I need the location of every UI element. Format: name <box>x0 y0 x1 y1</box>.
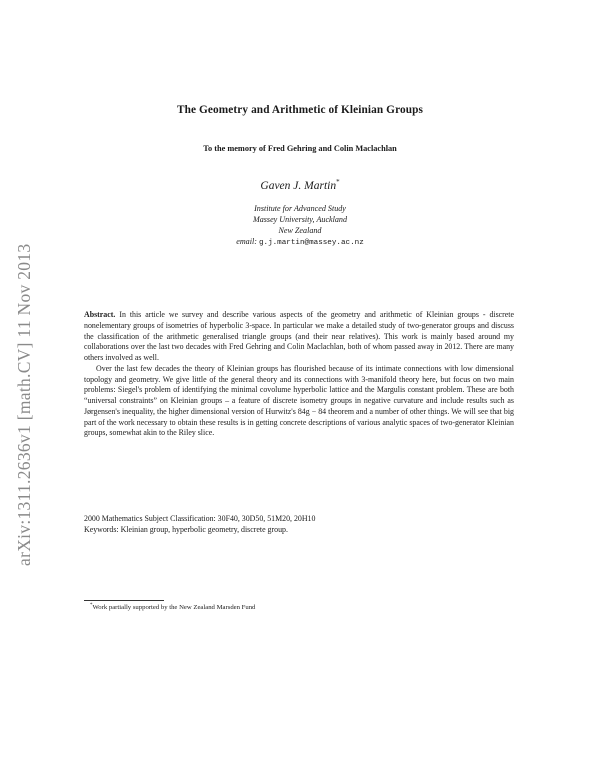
author-footnote-mark: * <box>336 178 340 186</box>
footnote-text: Work partially supported by the New Zealand Marsden Fund <box>92 604 256 612</box>
abstract-paragraph-1 <box>84 310 514 364</box>
classification-block <box>84 514 514 536</box>
footnote <box>90 603 510 611</box>
arxiv-identifier: arXiv:1311.2636v1 [math.CV] 11 Nov 2013 <box>14 243 34 566</box>
email-address[interactable]: g.j.martin@massey.ac.nz <box>258 239 364 247</box>
abstract <box>84 310 514 439</box>
email-line <box>0 237 600 247</box>
author-name: Gaven J. Martin <box>260 179 337 192</box>
affiliation-line-1: Institute for Advanced Study <box>254 204 346 213</box>
affiliation-line-2: Massey University, Auckland <box>252 215 348 224</box>
abstract-paragraph-2: Over the last few decades the theory of Kleinian groups has flourished because of its intimate connections with low dimensional topology and geometry. We give little of the general theory and its connections with 3-manifold theory here, but focus on two main problems: Siegel's problem of identifying the minimal covolume hyperbolic lattice and the Margulis constant problem. These are both “universal constraints” on Kleinian groups – a feature of discrete isometry groups in negative curvature and include results such as Jørgensen's inequality, the higher dimensional version of Hurwitz's 84g − 84 theorem and a number of other things. We will see that big part of the work necessary to obtain these results is in getting concrete descriptions of various analytic spaces of two-generator Kleinian groups, somewhat akin to the Riley slice. <box>84 363 514 438</box>
abstract-label: Abstract. <box>84 310 116 319</box>
footnote-mark: * <box>90 603 93 608</box>
dedication: To the memory of Fred Gehring and Colin Maclachlan <box>203 144 397 153</box>
author-line <box>0 178 600 192</box>
paper-title: The Geometry and Arithmetic of Kleinian Groups <box>176 104 423 116</box>
msc-classification: 2000 Mathematics Subject Classification: 30F40, 30D50, 51M20, 20H10 <box>84 514 316 523</box>
abstract-text-1: In this article we survey and describe various aspects of the geometry and arithmetic of Kleinian groups - discrete nonelementary groups of isometries of hyperbolic 3-space. In particular we make a detailed study of two-generator groups and discuss the classification of the arithmetic generalised triangle groups (and their near relatives). This work is mainly based around my collaborations over the last two decades with Fred Gehring and Colin Maclachlan, both of whom passed away in 2012. There are many others involved as well. <box>84 310 514 362</box>
email-label: email: <box>236 237 257 246</box>
keywords: Keywords: Kleinian group, hyperbolic geometry, discrete group. <box>84 524 288 534</box>
affiliation-line-3: New Zealand <box>278 226 322 235</box>
footnote-rule <box>84 600 164 601</box>
